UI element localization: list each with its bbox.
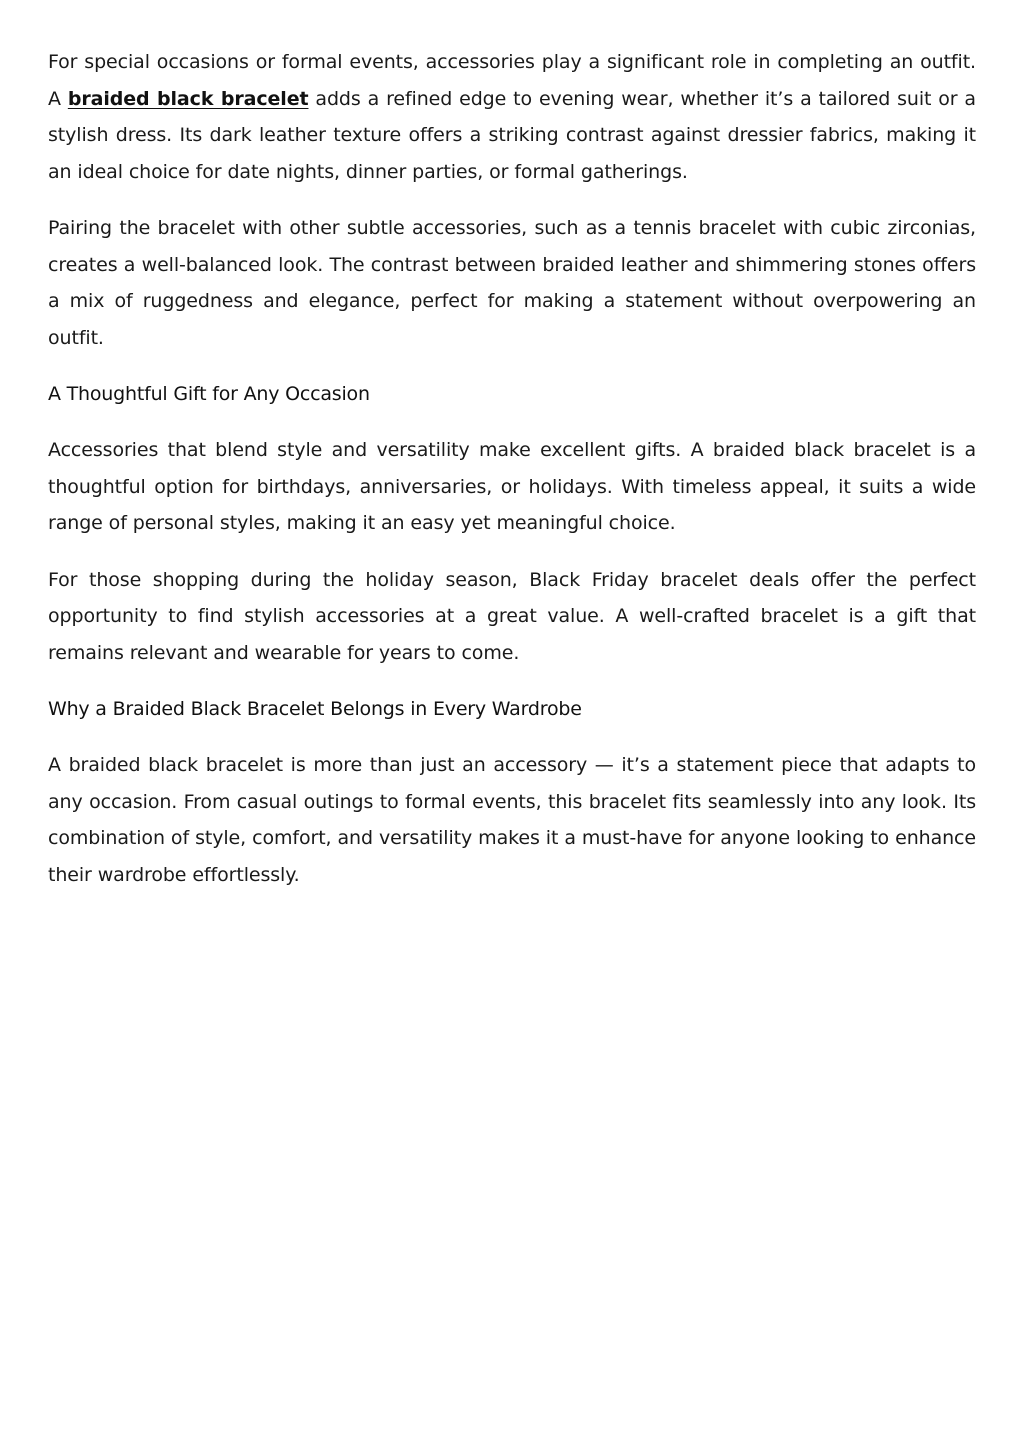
paragraph-text: For special occasions or formal events, accessories play a significant role in completing an outfit. A (48, 51, 976, 110)
paragraph-gifts: Accessories that blend style and versatility make excellent gifts. A braided black bracelet is a thoughtful option for birthdays, anniversaries, or holidays. With timeless appeal, it suits a wide range of personal styles, making it an easy yet meaningful choice. (48, 439, 976, 534)
braided-black-bracelet-link[interactable]: braided black bracelet (67, 87, 309, 110)
paragraph-holiday-season: For those shopping during the holiday season, Black Friday bracelet deals offer the perfect opportunity to find stylish accessories at a great value. A well-crafted bracelet is a gift that remains relevant and wearable for years to come. (48, 568, 976, 664)
paragraph-text: adds a refined edge to evening wear, whether it’s a tailored suit or a stylish dress. Its dark leather texture offers a striking contrast against dressier fabrics, making it an ideal choice for date nights, dinner parties, or formal gatherings. (48, 87, 976, 183)
heading-thoughtful-gift: A Thoughtful Gift for Any Occasion (48, 383, 370, 405)
heading-why-wardrobe: Why a Braided Black Bracelet Belongs in Every Wardrobe (48, 698, 582, 720)
paragraph-conclusion: A braided black bracelet is more than just an accessory — it’s a statement piece that adapts to any occasion. From casual outings to formal events, this bracelet fits seamlessly into any look. Its combination of style, comfort, and versatility makes it a must-have for anyone looking to enhance their wardrobe effortlessly. (48, 754, 976, 886)
paragraph-special-occasions (48, 44, 976, 190)
paragraph-pairing: Pairing the bracelet with other subtle accessories, such as a tennis bracelet with cubic zirconias, creates a well-balanced look. The contrast between braided leather and shimmering stones offers a mix of ruggedness and elegance, perfect for making a statement without overpowering an outfit. (48, 217, 976, 349)
